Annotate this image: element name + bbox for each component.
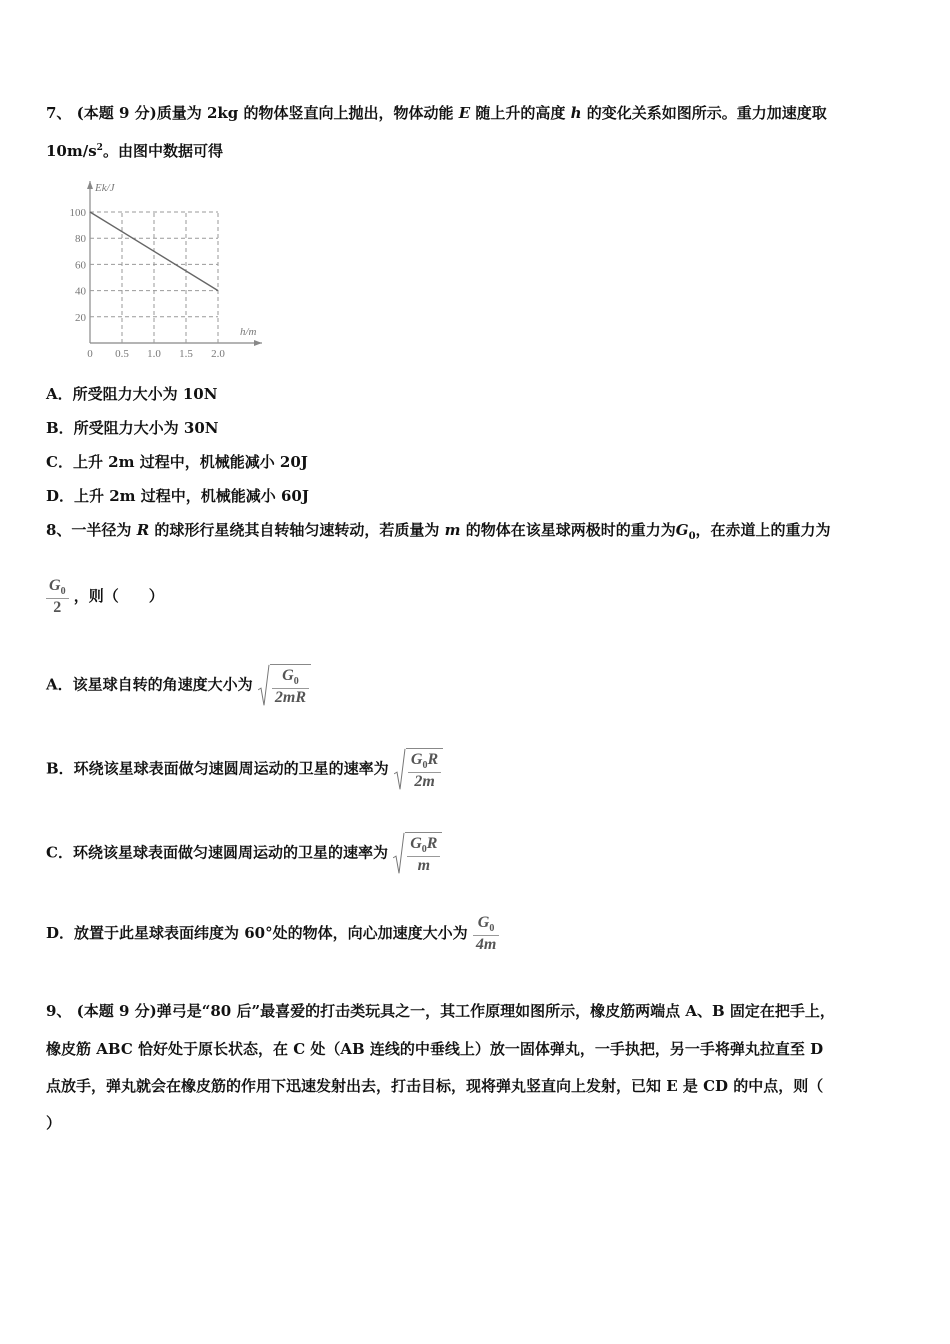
q8-option-a-label: A．该星球自转的角速度大小为: [46, 675, 253, 694]
y-axis-label: Ek/J: [95, 182, 115, 194]
y-tick-label-3: 80: [75, 233, 86, 246]
q9-text-1: 9、 (本题 9 分)弹弓是“80 后”最喜爱的打击类玩具之一，其工作原理如图所示，橡皮筋两端点 A、B 固定在把手上，: [46, 1002, 835, 1020]
q8-text-d: ，在赤道上的重力为: [695, 521, 831, 539]
q7-unit-sup: 2: [96, 143, 103, 153]
b-num-sub: 0: [422, 760, 428, 772]
b-num2: R: [427, 751, 439, 768]
frac-num: G: [49, 577, 61, 594]
q7-line2: [46, 140, 223, 161]
a-num-sub: 0: [293, 676, 299, 688]
q7-option-a-label: A．所受阻力大小为 10N: [46, 385, 218, 403]
sqrt-a: [258, 664, 311, 707]
q7-text-a: 7、 (本题 9 分)质量为 2kg 的物体竖直向上抛出，物体动能: [46, 104, 454, 122]
q8-text-b: 的球形行星绕其自转轴匀速转动，若质量为: [154, 521, 440, 539]
q7-option-c-label: C．上升 2m 过程中，机械能减小 20J: [46, 453, 308, 471]
q7-var-h: h: [570, 104, 582, 122]
q8-var-R: R: [136, 521, 150, 539]
frac-num-sub: 0: [60, 586, 66, 598]
d-num: G: [477, 914, 490, 931]
x-axis-label: h/m: [240, 326, 257, 338]
q7-text-b: 随上升的高度: [475, 104, 566, 122]
q9-text-2: 橡皮筋 ABC 恰好处于原长状态，在 C 处（AB 连线的中垂线上）放一固体弹丸，一手执把，另一手将弹丸拉直至 D: [46, 1040, 824, 1058]
x-tick-label-4: 2.0: [211, 348, 225, 360]
q8-var-G: G: [675, 521, 689, 539]
x-tick-label-3: 1.5: [179, 348, 193, 360]
y-tick-label-1: 40: [75, 285, 86, 298]
q8-var-G-sub: 0: [688, 531, 696, 542]
q7-var-E: E: [458, 104, 471, 122]
q8-var-m: m: [444, 521, 461, 539]
b-num: G: [410, 751, 423, 768]
q8-option-d[interactable]: [46, 914, 499, 954]
q7-option-a[interactable]: [46, 383, 217, 404]
x-axis-arrow: [254, 340, 262, 346]
q9-line4: [46, 1112, 61, 1133]
c-num: G: [410, 835, 422, 852]
y-tick-label-0: 20: [75, 311, 86, 324]
q8-option-c[interactable]: [46, 832, 442, 875]
sqrt-c: [393, 832, 442, 875]
q7-option-d[interactable]: [46, 485, 309, 506]
a-den: 2mR: [274, 688, 306, 706]
q8-option-b-label: B．环绕该星球表面做匀速圆周运动的卫星的速率为: [46, 759, 389, 778]
q9-text-4: ）: [46, 1114, 62, 1132]
ek-h-chart: [58, 175, 278, 365]
x-tick-label-1: 0.5: [115, 348, 129, 360]
q8-line1: [46, 519, 831, 542]
q8-text-a: 8、一半径为: [46, 521, 132, 539]
x-tick-label-0: 0: [87, 348, 93, 360]
x-tick-label-2: 1.0: [147, 348, 161, 360]
c-den: m: [417, 856, 431, 874]
q8-d-fraction: [473, 914, 499, 954]
q7-option-b-label: B．所受阻力大小为 30N: [46, 419, 219, 437]
q9-text-3: 点放手，弹丸就会在橡皮筋的作用下迅速发射出去，打击目标，现将弹丸竖直向上发射，已知 E 是 CD 的中点，则（: [46, 1077, 824, 1095]
q8-option-c-label: C．环绕该星球表面做匀速圆周运动的卫星的速率为: [46, 843, 388, 862]
q7-unit: 10m/s: [46, 142, 97, 160]
q8-option-b[interactable]: [46, 748, 443, 791]
q8-option-d-label: D．放置于此星球表面纬度为 60°处的物体，向心加速度大小为: [46, 924, 468, 943]
q8-text-then: ，则（ ）: [73, 587, 164, 606]
q7-text-d: 。由图中数据可得: [102, 142, 223, 160]
q7-option-b[interactable]: [46, 417, 219, 438]
q8-fraction-g0-over-2: [46, 577, 69, 617]
q7-option-d-label: D．上升 2m 过程中，机械能减小 60J: [46, 487, 309, 505]
q9-line2: [46, 1038, 823, 1059]
y-tick-label-2: 60: [75, 259, 86, 272]
c-num-sub: 0: [421, 844, 427, 856]
c-num2: R: [426, 835, 438, 852]
q8-text-c: 的物体在该星球两极时的重力为: [465, 521, 676, 539]
y-axis-arrow: [87, 181, 93, 189]
q8-line2: [46, 577, 164, 617]
d-num-sub: 0: [489, 923, 495, 935]
q7-text-c: 的变化关系如图所示。重力加速度取: [586, 104, 827, 122]
q9-line3: [46, 1075, 823, 1096]
y-tick-label-4: 100: [69, 207, 86, 219]
d-den: 4m: [475, 935, 497, 953]
q8-option-a[interactable]: [46, 664, 311, 707]
a-num: G: [282, 667, 294, 684]
q7-line1: [46, 102, 827, 123]
q7-option-c[interactable]: [46, 451, 308, 472]
b-den: 2m: [414, 772, 435, 790]
sqrt-b: [394, 748, 443, 791]
q9-line1: [46, 1000, 835, 1021]
frac-den: 2: [53, 598, 62, 616]
